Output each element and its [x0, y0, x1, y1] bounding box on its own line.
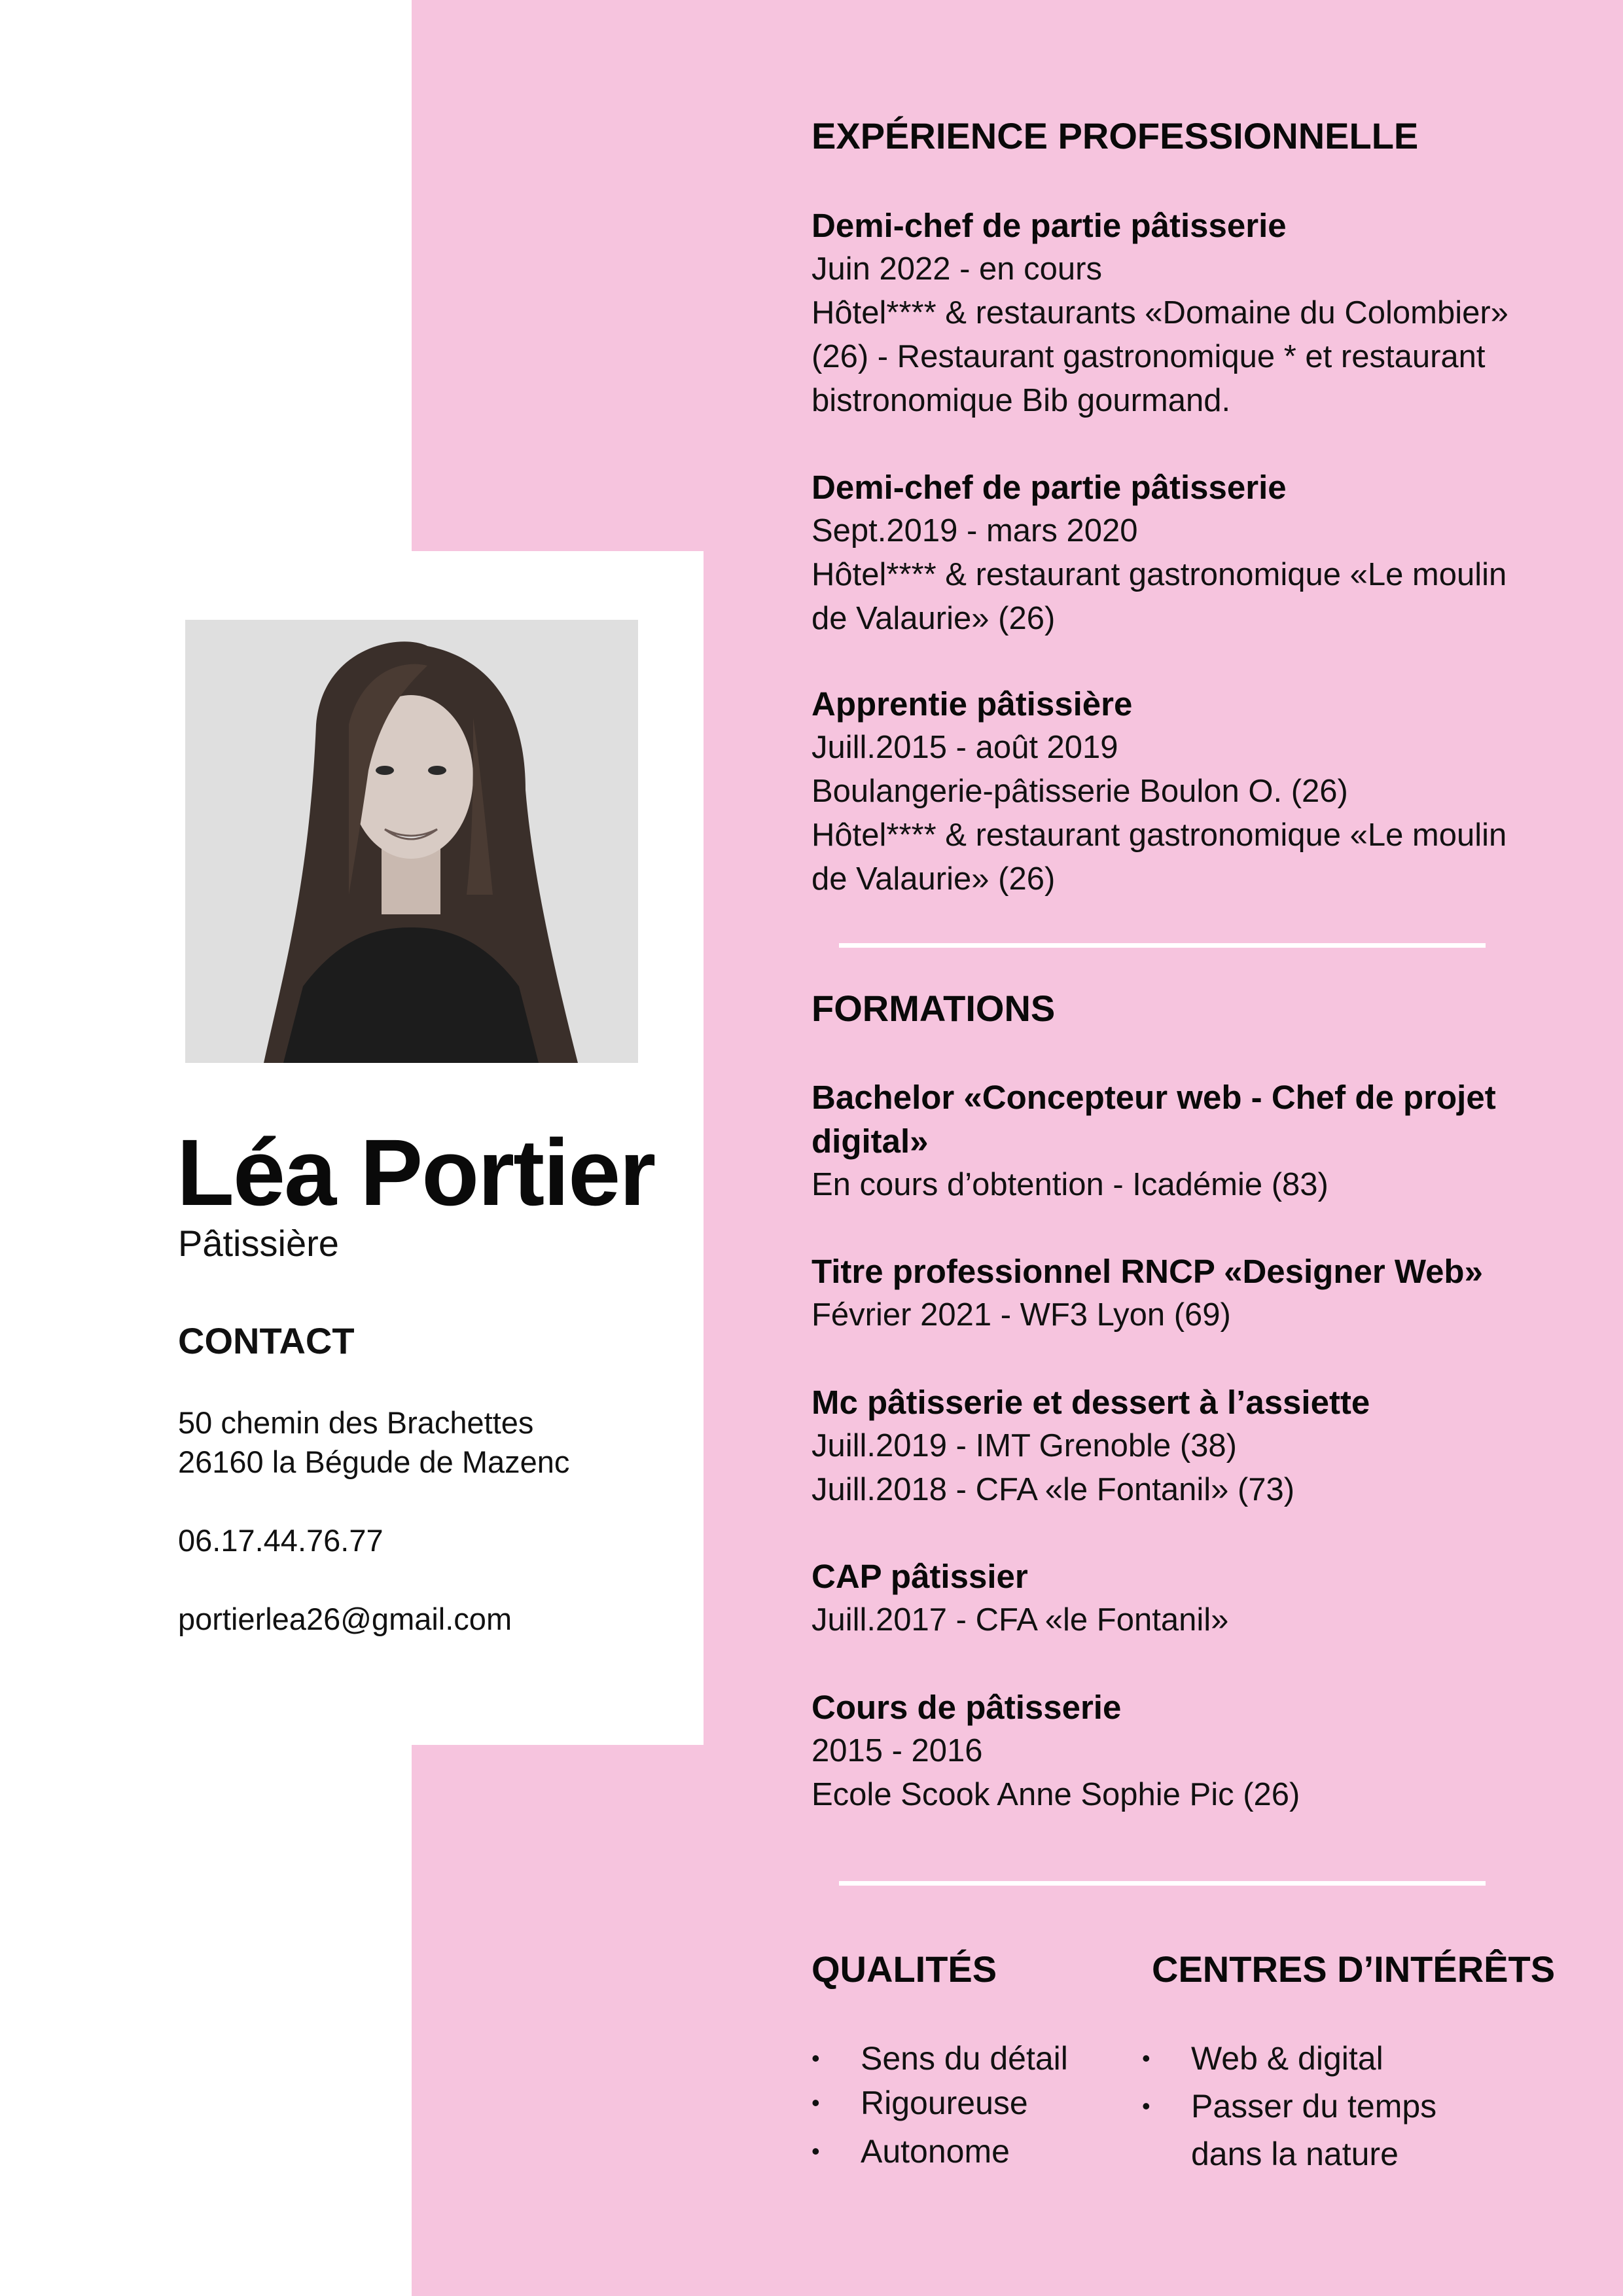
experience-item-line: Sept.2019 - mars 2020 — [812, 513, 1138, 548]
experience-item-line: Juin 2022 - en cours — [812, 251, 1102, 287]
experience-item-line: bistronomique Bib gourmand. — [812, 383, 1231, 418]
formation-item-line: Juill.2018 - CFA «le Fontanil» (73) — [812, 1472, 1295, 1507]
experience-item-line: (26) - Restaurant gastronomique * et restaurant — [812, 339, 1486, 374]
job-title: Pâtissière — [178, 1223, 339, 1264]
experience-item-line: de Valaurie» (26) — [812, 601, 1056, 636]
formation-item-title: digital» — [812, 1122, 929, 1160]
experience-item-line: de Valaurie» (26) — [812, 861, 1056, 897]
formation-item-line: Juill.2019 - IMT Grenoble (38) — [812, 1428, 1237, 1463]
experience-heading: EXPÉRIENCE PROFESSIONNELLE — [812, 115, 1419, 156]
formations-heading: FORMATIONS — [812, 988, 1056, 1029]
address-line-2: 26160 la Bégude de Mazenc — [178, 1444, 570, 1479]
bullet-icon: • — [1142, 2092, 1150, 2119]
interests-heading: CENTRES D’INTÉRÊTS — [1152, 1948, 1556, 1990]
bullet-icon: • — [812, 2138, 820, 2164]
experience-item-line: Hôtel**** & restaurants «Domaine du Colombier» — [812, 295, 1508, 331]
section-divider — [839, 943, 1486, 948]
bullet-icon: • — [1142, 2045, 1150, 2072]
formation-item-line: Ecole Scook Anne Sophie Pic (26) — [812, 1777, 1300, 1812]
formation-item-line: 2015 - 2016 — [812, 1733, 983, 1768]
formation-item-title: Cours de pâtisserie — [812, 1689, 1122, 1726]
section-divider — [839, 1881, 1486, 1886]
experience-item-title: Demi-chef de partie pâtisserie — [812, 207, 1287, 244]
formation-item-line: En cours d’obtention - Icadémie (83) — [812, 1167, 1329, 1202]
profile-photo — [185, 620, 638, 1063]
formation-item-title: Bachelor «Concepteur web - Chef de projet — [812, 1079, 1496, 1116]
experience-item-title: Demi-chef de partie pâtisserie — [812, 469, 1287, 506]
formation-item-line: Février 2021 - WF3 Lyon (69) — [812, 1297, 1231, 1333]
formation-item-title: Mc pâtisserie et dessert à l’assiette — [812, 1384, 1370, 1421]
bullet-icon: • — [812, 2045, 820, 2072]
qualities-heading: QUALITÉS — [812, 1948, 997, 1990]
formation-item-title: Titre professionnel RNCP «Designer Web» — [812, 1253, 1483, 1290]
contact-heading: CONTACT — [178, 1320, 355, 1361]
experience-item-line: Juill.2015 - août 2019 — [812, 730, 1118, 765]
experience-item-line: Hôtel**** & restaurant gastronomique «Le moulin — [812, 817, 1507, 853]
person-name: Léa Portier — [177, 1120, 655, 1225]
phone-number: 06.17.44.76.77 — [178, 1523, 383, 1558]
experience-item-title: Apprentie pâtissière — [812, 685, 1133, 723]
address-line-1: 50 chemin des Brachettes — [178, 1405, 534, 1440]
experience-item-line: Hôtel**** & restaurant gastronomique «Le moulin — [812, 557, 1507, 592]
formation-item-title: CAP pâtissier — [812, 1558, 1028, 1595]
email-address[interactable]: portierlea26@gmail.com — [178, 1602, 512, 1636]
formation-item-line: Juill.2017 - CFA «le Fontanil» — [812, 1602, 1229, 1638]
experience-item-line: Boulangerie-pâtisserie Boulon O. (26) — [812, 774, 1348, 809]
bullet-icon: • — [812, 2089, 820, 2116]
